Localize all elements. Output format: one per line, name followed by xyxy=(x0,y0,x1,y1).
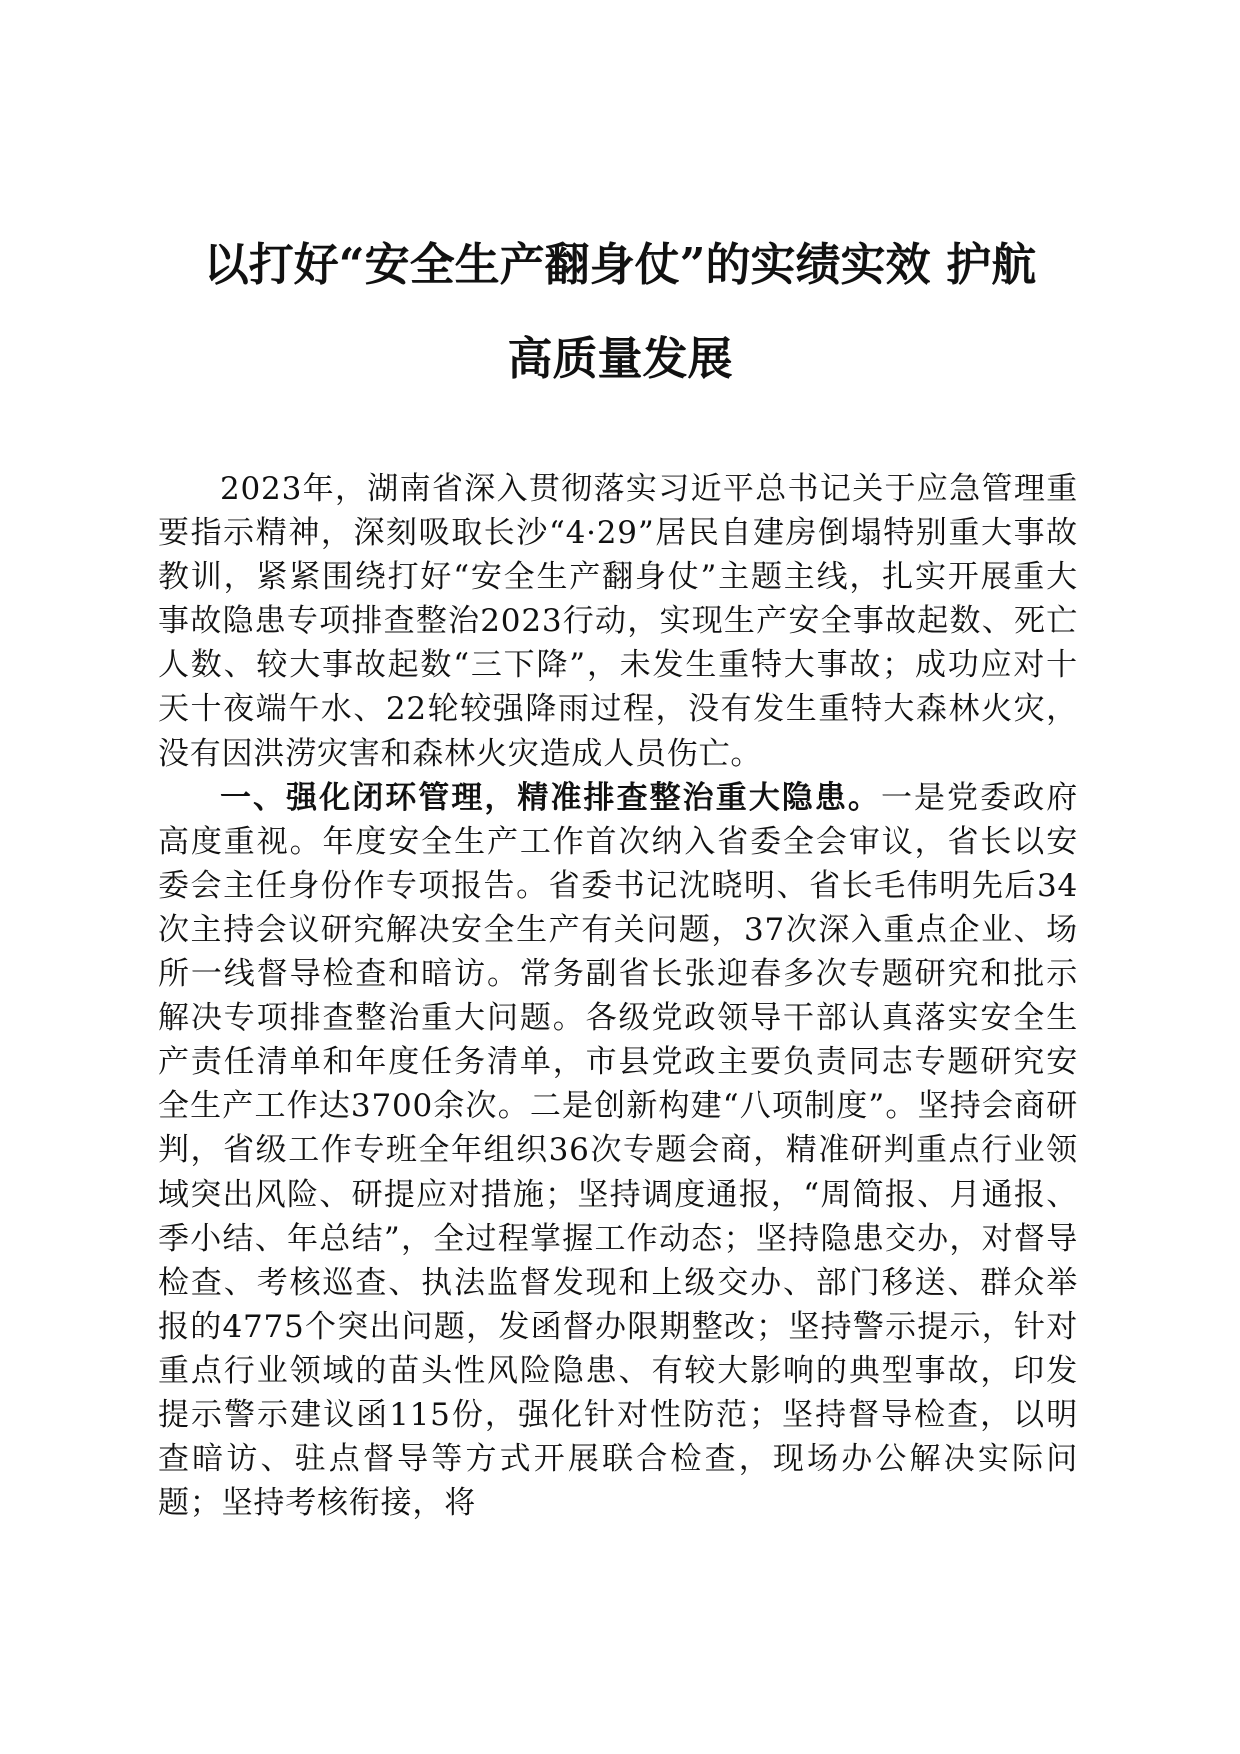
title-line-2: 高质量发展 xyxy=(507,332,733,385)
document-title xyxy=(150,218,1090,406)
document-body xyxy=(158,467,1078,1525)
section-one-text: 一是党委政府高度重视。年度安全生产工作首次纳入省委全会审议，省长以安委会主任身份作专项报告。省委书记沈晓明、省长毛伟明先后34次主持会议研究解决安全生产有关问题，37次深入重点企业、场所一线督导检查和暗访。常务副省长张迎春多次专题研究和批示解决专项排查整治重大问题。各级党政领导干部认真落实安全生产责任清单和年度任务清单，市县党政主要负责同志专题研究安全生产工作达3700余次。二是创新构建“八项制度”。坚持会商研判，省级工作专班全年组织36次专题会商，精准研判重点行业领域突出风险、研提应对措施；坚持调度通报，“周简报、月通报、季小结、年总结”，全过程掌握工作动态；坚持隐患交办，对督导检查、考核巡查、执法监督发现和上级交办、部门移送、群众举报的4775个突出问题，发函督办限期整改；坚持警示提示，针对重点行业领域的苗头性风险隐患、有较大影响的典型事故，印发提示警示建议函115份，强化针对性防范；坚持督导检查，以明查暗访、驻点督导等方式开展联合检查，现场办公解决实际问题；坚持考核衔接，将 xyxy=(158,779,1078,1522)
intro-paragraph xyxy=(158,467,1078,776)
section-one-heading: 一、强化闭环管理，精准排查整治重大隐患。 xyxy=(220,779,881,816)
intro-paragraph-text: 2023年，湖南省深入贯彻落实习近平总书记关于应急管理重要指示精神，深刻吸取长沙“4·29”居民自建房倒塌特别重大事故教训，紧紧围绕打好“安全生产翻身仗”主题主线，扎实开展重大事故隐患专项排查整治2023行动，实现生产安全事故起数、死亡人数、较大事故起数“三下降”，未发生重特大事故；成功应对十天十夜端午水、22轮较强降雨过程，没有发生重特大森林火灾，没有因洪涝灾害和森林火灾造成人员伤亡。 xyxy=(158,471,1078,772)
section-one-paragraph xyxy=(158,776,1078,1526)
title-line-1: 以打好“安全生产翻身仗”的实绩实效 护航 xyxy=(203,238,1037,291)
